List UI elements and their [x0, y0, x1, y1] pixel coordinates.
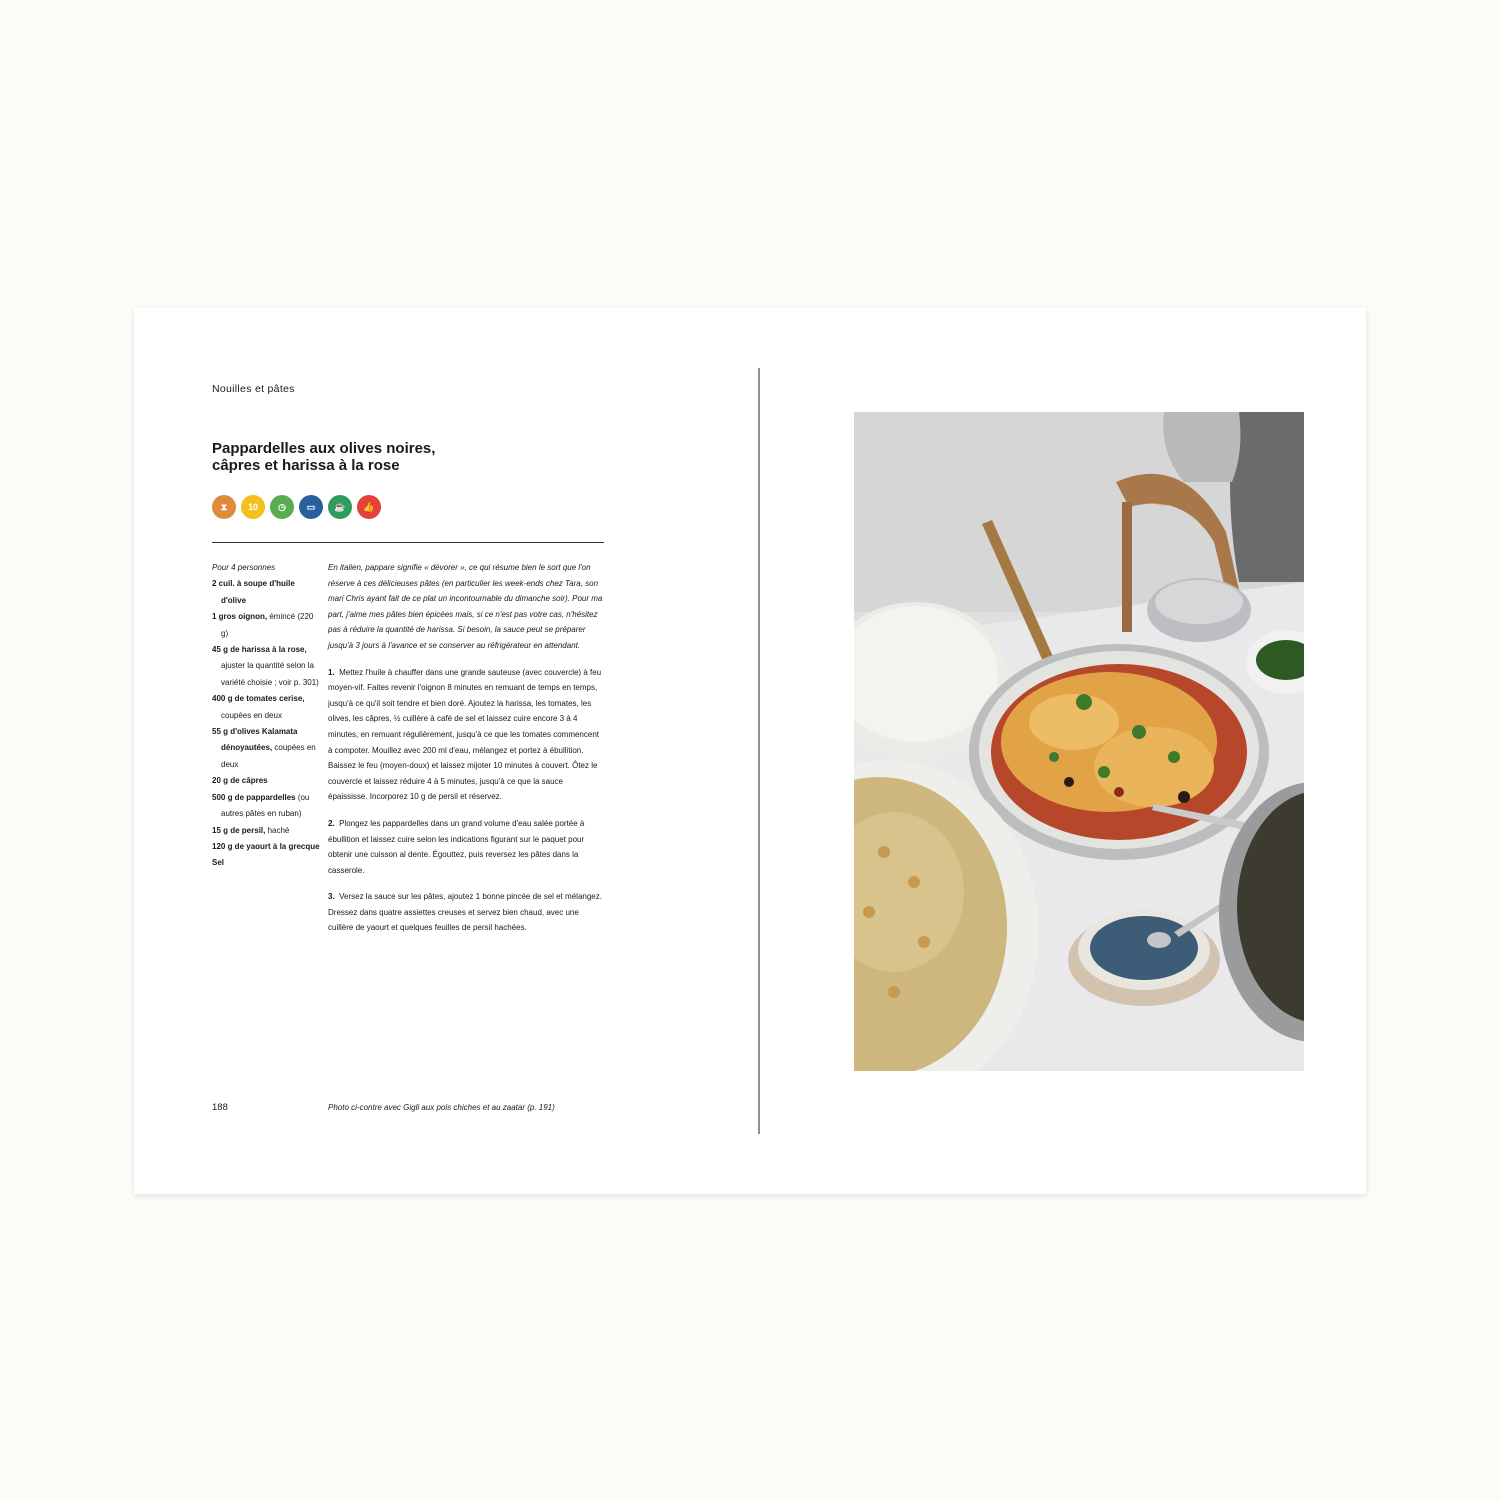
book-spread — [134, 308, 1366, 1194]
ingredients-list — [212, 560, 320, 872]
section-label: Nouilles et pâtes — [212, 383, 295, 395]
recipe-title-line-2: câpres et harissa à la rose — [212, 457, 400, 474]
cup-icon: ☕ — [328, 495, 352, 519]
ingredient-item: 2 cuil. à soupe d'huile d'olive — [212, 579, 295, 605]
ingredient-item: 20 g de câpres — [212, 776, 268, 786]
ingredient-item: 55 g d'olives Kalamata dénoyautées, coupées en deux — [212, 727, 316, 769]
recipe-intro: En italien, pappare signifie « dévorer », ce qui résume bien le sort que l'on réserve à ces délicieuses pâtes (en particulier les week-ends chez Tara, son mari Chris ayant fait de ce plat un incontournable du dimanche soir). Pour ma part, j'aime mes pâtes bien épicées mais, si ce n'est pas votre cas, n'hésitez pas à réduire la quantité de harissa. Si besoin, la sauce peut se préparer jusqu'à 3 jours à l'avance et se conserver au réfrigérateur en attendant. — [328, 563, 603, 650]
photo-caption: Photo ci-contre avec Gigli aux pois chiches et au zaatar (p. 191) — [328, 1103, 555, 1112]
pasta-table-illustration — [854, 412, 1304, 1071]
ingredient-item: 400 g de tomates cerise, coupées en deux — [212, 694, 305, 720]
page-number: 188 — [212, 1102, 228, 1113]
ten-ingredients-icon: 10 — [241, 495, 265, 519]
recipe-title — [212, 440, 612, 474]
recipe-title-line-1: Pappardelles aux olives noires, — [212, 440, 436, 457]
ingredient-item: Sel — [212, 858, 225, 868]
ingredient-item: 45 g de harissa à la rose, ajuster la quantité selon la variété choisie ; voir p. 301) — [212, 645, 319, 687]
recipe-icons — [212, 495, 381, 519]
container-icon: ▭ — [299, 495, 323, 519]
ingredient-item: 1 gros oignon, émincé (220 g) — [212, 612, 314, 638]
method-step: 1. Mettez l'huile à chauffer dans une grande sauteuse (avec couvercle) à feu moyen-vif. Faites revenir l'oignon 8 minutes en remuant de temps en temps, jusqu'à ce qu'il soit tendre et bien doré. Ajoutez la harissa, les tomates, les olives, les câpres, ½ cuillère à café de sel et laissez cuire encore 3 à 4 minutes, en remuant régulièrement, jusqu'à ce que les tomates commencent à compoter. Mouillez avec 200 ml d'eau, mélangez et portez à ébullition. Baissez le feu (moyen-doux) et laissez mijoter 10 minutes à couvert. Ôtez le couvercle et laissez réduire 4 à 5 minutes, jusqu'à ce que la sauce épaississe. Incorporez 10 g de persil et réservez. — [328, 667, 602, 802]
alarm-clock-icon: ◷ — [270, 495, 294, 519]
ingredient-item: 15 g de persil, haché — [212, 825, 290, 835]
hourglass-icon: ⧗ — [212, 495, 236, 519]
book-gutter — [758, 368, 760, 1134]
thumbs-up-icon: 👍 — [357, 495, 381, 519]
method-column — [328, 560, 604, 947]
ingredient-item: 120 g de yaourt à la grecque — [212, 841, 320, 851]
recipe-photo — [854, 412, 1304, 1071]
ingredient-item: 500 g de pappardelles (ou autres pâtes en ruban) — [212, 792, 310, 819]
header-rule — [212, 542, 604, 543]
method-step: 3. Versez la sauce sur les pâtes, ajoutez 1 bonne pincée de sel et mélangez. Dressez dans quatre assiettes creuses et servez bien chaud, avec une cuillère de yaourt et quelques feuilles de persil hachées. — [328, 892, 602, 933]
method-step: 2. Plongez les pappardelles dans un grand volume d'eau salée portée à ébullition et laissez cuire selon les indications figurant sur le paquet pour obtenir une cuisson al dente. Égouttez, puis reversez les pâtes dans la casserole. — [328, 818, 585, 875]
servings: Pour 4 personnes — [212, 563, 276, 572]
